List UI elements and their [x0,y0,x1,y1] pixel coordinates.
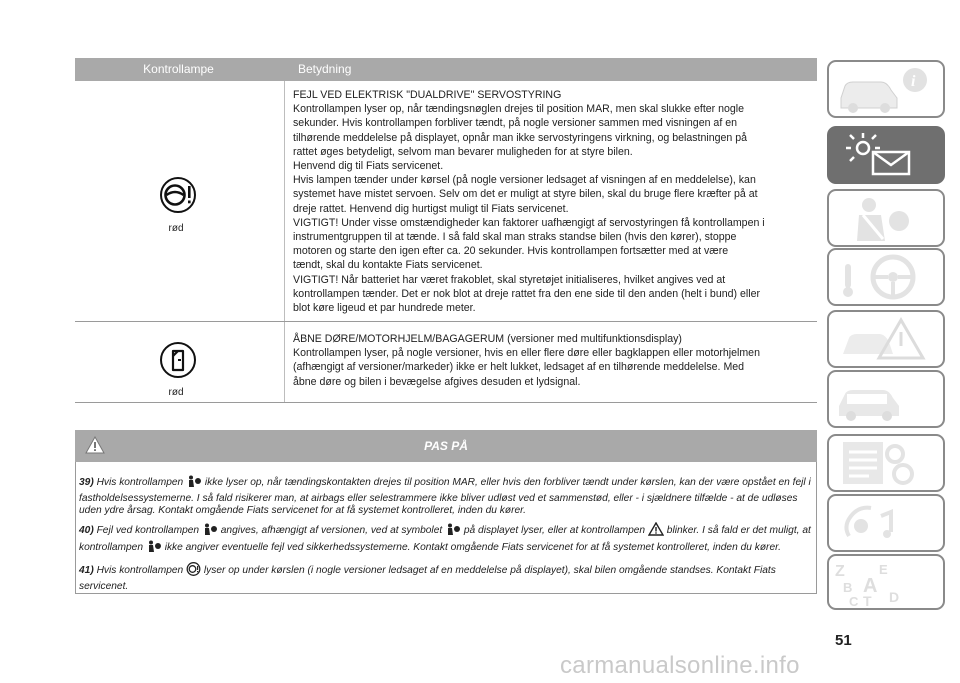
warning-triangle-icon [648,522,664,541]
car-info-icon [829,73,943,118]
watermark: carmanualsonline.info [560,652,800,679]
table-header [75,58,817,81]
technical-data-icon [829,477,943,492]
row2-description [293,332,815,389]
svg-text:i: i [911,73,916,90]
row1-description [293,88,815,315]
seatbelt-person-icon [829,232,943,247]
note-text: angives, afhængigt af versionen, ved at symbolet [220,524,443,536]
steering-warning-icon [160,177,196,218]
description-line: VIGTIGT! Når batteriet har været frakoblet, skal styretøjet initialiseres, hvilket angives ved at [293,273,726,286]
description-line: systemet have mistet servoen. Selv om det er muligt at styre bilen, skal du bruge flere kræfter på at [293,188,758,201]
description-line: rattet øges betydeligt, selvom man bevarer muligheden for at styre bilen. [293,145,633,158]
index-letter: C [849,594,859,608]
note-text: lyser op under kørslen (i nogle versioner ledsaget af en meddelelse på displayet), skal bilen omgående standses. Kontakt Fiats servicenet. [79,564,776,592]
sidebar-tab-technical-data[interactable] [827,434,945,492]
description-line: dreje rattet. Henvend dig hurtigst muligt til Fiats servicenet. [293,202,569,215]
description-line: Henvend dig til Fiats servicenet. [293,160,444,173]
note-text: på displayet lyser, eller at kontrollampen [463,524,646,536]
row-divider [75,321,817,322]
description-line: Hvis lampen tænder under kørsel (på nogle versioner ledsaget af visningen af en meddelelse), kan [293,174,756,187]
description-line: kontrollampen tænder. Det er nok blot at dreje rattet fra den ene side til den anden (helt i bund) eller [293,287,760,300]
note-number: 39) [79,477,94,488]
airbag-person-icon [445,523,461,541]
description-line: motoren og starte den igen efter ca. 20 sekunder. Hvis kontrollampen fortsætter med at være [293,245,729,258]
index-letter: E [879,562,888,577]
airbag-person-icon [202,523,218,541]
description-line: åbne døre og bilen i bevægelse afgives desuden et lydsignal. [293,375,581,388]
row1-caption: rød [168,223,184,234]
description-line: sekunder. Hvis kontrollampen forbliver tændt, på nogle versioner sammen med visningen af en [293,117,737,130]
note-number: 41) [79,564,94,576]
warning-lights-icon [829,169,943,184]
description-line: ÅBNE DØRE/MOTORHJELM/BAGAGERUM (versioner med multifunktionsdisplay) [293,333,682,345]
header-kontrollampe: Kontrollampe [143,62,214,76]
note-41 [79,562,813,593]
index-letter: B [843,580,853,595]
description-line: instrumentgruppen til at tænde. I så fald skal man straks standse bilen (hvis den kører), stoppe [293,231,737,244]
car-maintenance-icon [829,413,943,428]
note-39 [79,475,813,518]
note-text: ikke angiver eventuelle fejl ved sikkerhedssystemerne. Kontakt omgående Fiats servicenet for at få systemet kontrolleret, inden du kører. [164,542,781,554]
description-line: (afhængigt af versioner/markeder) ikke er helt lukket, ledsaget af en tilhørende meddelelse. Med [293,361,745,374]
note-text: blinker. I så fald er det muligt, at kontrollampen [79,524,811,554]
multimedia-icon [829,537,943,552]
door-open-icon [160,342,196,383]
description-line: blot køre ligeud et par hundrede meter. [293,302,476,315]
sidebar-tab-emergency[interactable] [827,310,945,368]
emergency-icon [829,353,943,368]
note-number: 40) [79,524,94,536]
description-line: tilhørende meddelelse på displayet, opnår man ikke servostyringens virkning, og belastningen på [293,131,748,144]
index-letter: T [863,593,872,608]
airbag-person-icon [146,540,162,558]
page-number: 51 [835,632,852,649]
sidebar-tab-index[interactable] [827,554,945,610]
note-text: Hvis kontrollampen [96,477,184,488]
row2-caption: rød [168,387,184,398]
warning-title-bar [75,430,817,462]
index-letter: Z [835,563,845,580]
airbag-person-icon [186,475,202,493]
index-az-icon [829,562,943,610]
description-line: FEJL VED ELEKTRISK "DUALDRIVE" SERVOSTYRING [293,89,562,101]
header-betydning: Betydning [298,62,352,76]
sidebar-tab-maintenance[interactable] [827,370,945,428]
steering-wheel-icon [829,291,943,306]
warning-notes [79,475,813,597]
note-40 [79,522,813,558]
sidebar-tab-multimedia[interactable] [827,494,945,552]
column-divider [284,81,285,402]
sidebar-tab-safety[interactable] [827,189,945,247]
table-bottom-rule [75,402,817,403]
description-line: Kontrollampen lyser op, når tændingsnøglen drejes til position MAR, men skal slukke efter nogle [293,103,745,116]
warning-title: PAS PÅ [424,439,468,453]
note-text: Fejl ved kontrollampen [96,524,200,536]
index-letter: A [863,575,878,597]
note-text: ikke lyser op, når tændingskontakten drejes til position MAR, eller hvis den forbliver tændt under kørslen, kan der være opstået en fejl i fastholdelsessystemerne. I så fald risikerer man, at airbags eller selestrammere ikke bliver udløst ved et sammenstød, eller - i sjældnere tilfælde - at de udløses uden ydre årsag. Kontakt omgående Fiats servicenet for at få systemet kontrolleret, inden du kører. [79,477,811,517]
sidebar-tab-car-info[interactable] [827,60,945,118]
sidebar-tab-warning-lights[interactable] [827,126,945,184]
description-line: tændt, skal du kontakte Fiats servicenet. [293,259,483,272]
note-text: Hvis kontrollampen [96,564,184,576]
description-line: VIGTIGT! Under visse omstændigheder kan faktorer uafhængigt af servostyringen få kontrollampen i [293,216,765,229]
steering-warning-icon [186,562,201,581]
sidebar-tab-driving[interactable] [827,248,945,306]
index-letter: D [889,589,900,605]
description-line: Kontrollampen lyser, på nogle versioner, hvis en eller flere døre eller bagklappen eller motorhjelmen [293,347,760,360]
